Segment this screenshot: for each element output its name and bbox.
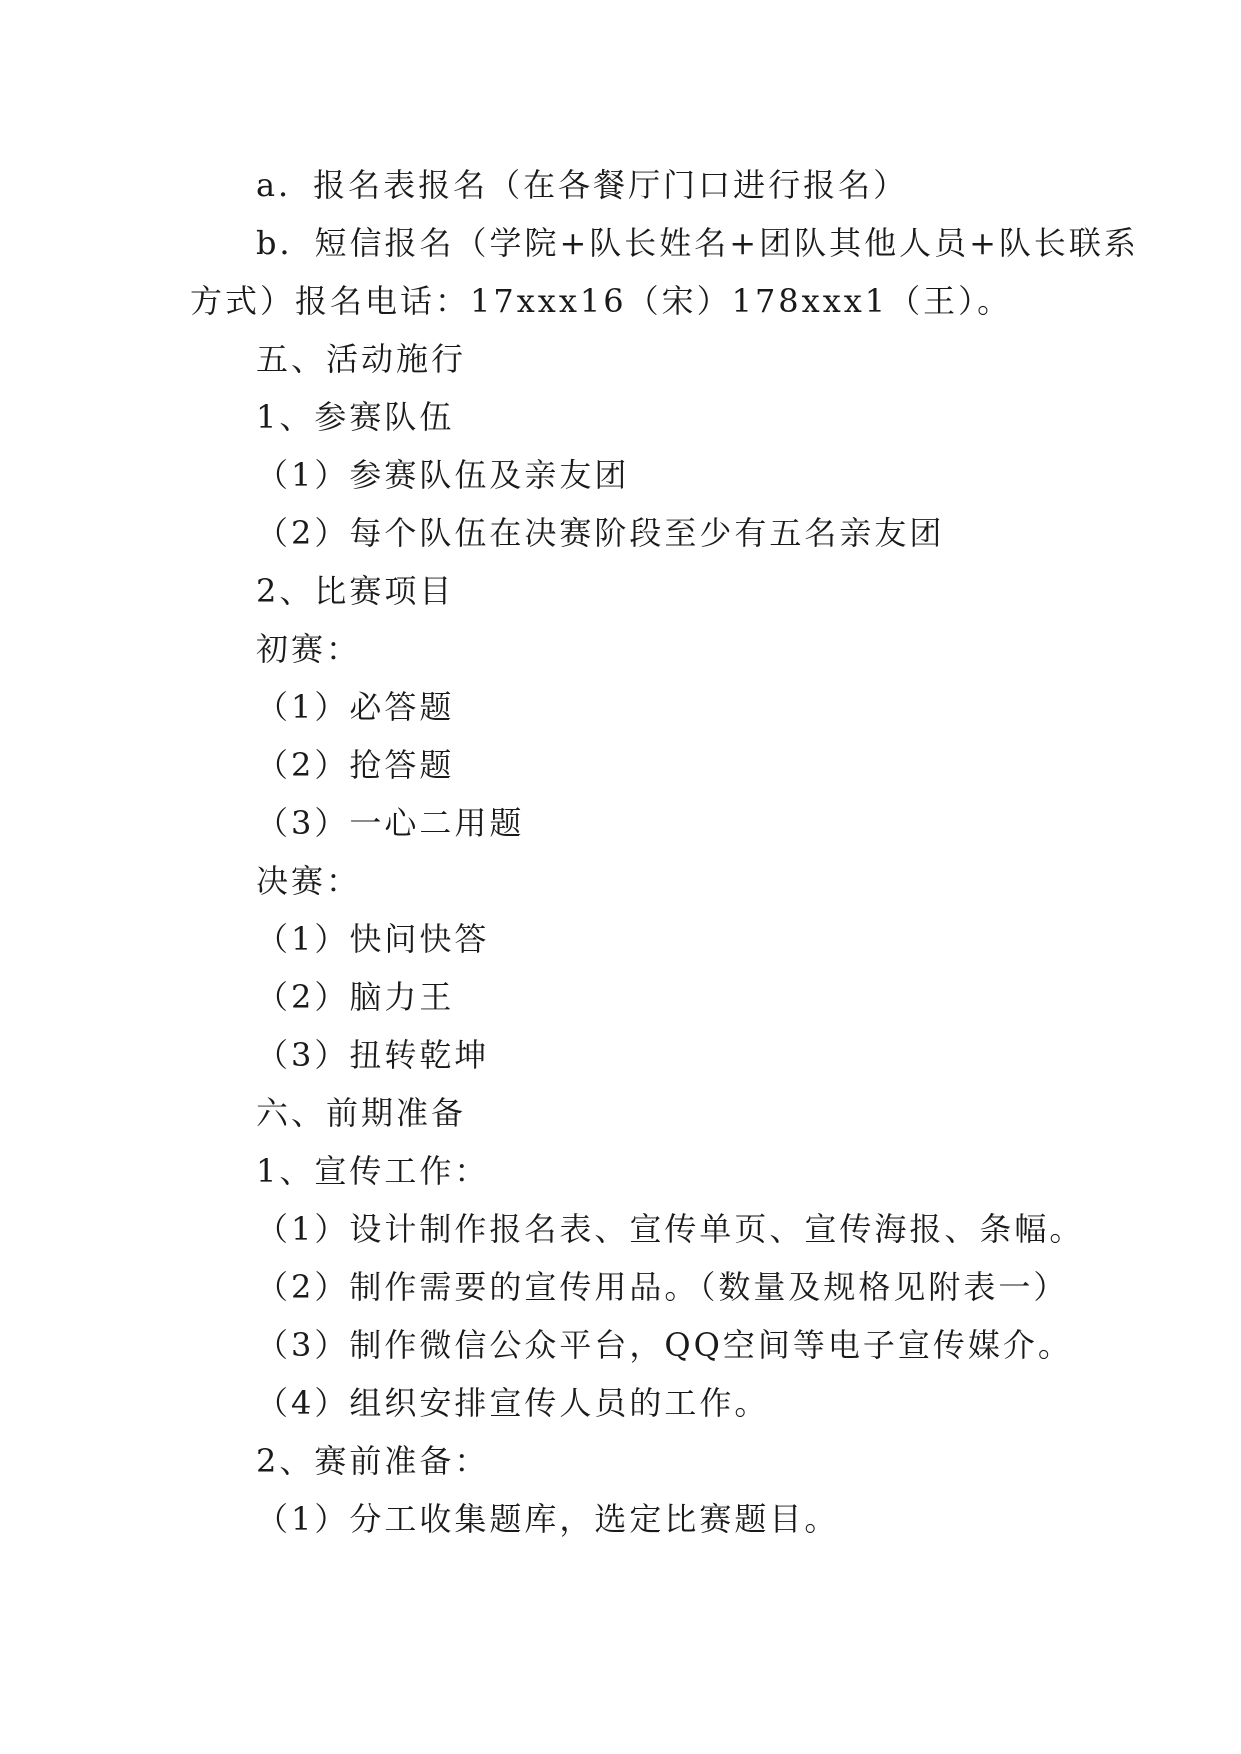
text-line: 决赛：: [256, 862, 362, 900]
list-item: （2）抢答题: [256, 746, 455, 784]
list-item: （1）分工收集题库，选定比赛题目。: [256, 1500, 840, 1538]
list-item: （2）制作需要的宣传用品。（数量及规格见附表一）: [256, 1268, 1069, 1306]
section-heading: 五、活动施行: [256, 340, 467, 378]
list-item: （1）设计制作报名表、宣传单页、宣传海报、条幅。: [256, 1210, 1085, 1248]
list-item: （3）制作微信公众平台，QQ空间等电子宣传媒介。: [256, 1326, 1073, 1364]
list-item: （2）脑力王: [256, 978, 455, 1016]
text-line: 方式）报名电话：17xxx16（宋）178xxx1（王）。: [190, 282, 1013, 320]
subsection-heading: 2、赛前准备：: [256, 1442, 490, 1480]
subsection-heading: 2、比赛项目: [256, 572, 455, 610]
subsection-heading: 1、宣传工作：: [256, 1152, 490, 1190]
text-line: a．报名表报名（在各餐厅门口进行报名）: [256, 166, 909, 204]
list-item: （4）组织安排宣传人员的工作。: [256, 1384, 770, 1422]
list-item: （1）快问快答: [256, 920, 490, 958]
list-item: （3）扭转乾坤: [256, 1036, 490, 1074]
text-line: b．短信报名（学院+队长姓名+团队其他人员+队长联系: [256, 224, 1139, 262]
list-item: （1）必答题: [256, 688, 455, 726]
section-heading: 六、前期准备: [256, 1094, 467, 1132]
text-line: 初赛：: [256, 630, 362, 668]
list-item: （1）参赛队伍及亲友团: [256, 456, 630, 494]
list-item: （2）每个队伍在决赛阶段至少有五名亲友团: [256, 514, 945, 552]
list-item: （3）一心二用题: [256, 804, 525, 842]
subsection-heading: 1、参赛队伍: [256, 398, 455, 436]
